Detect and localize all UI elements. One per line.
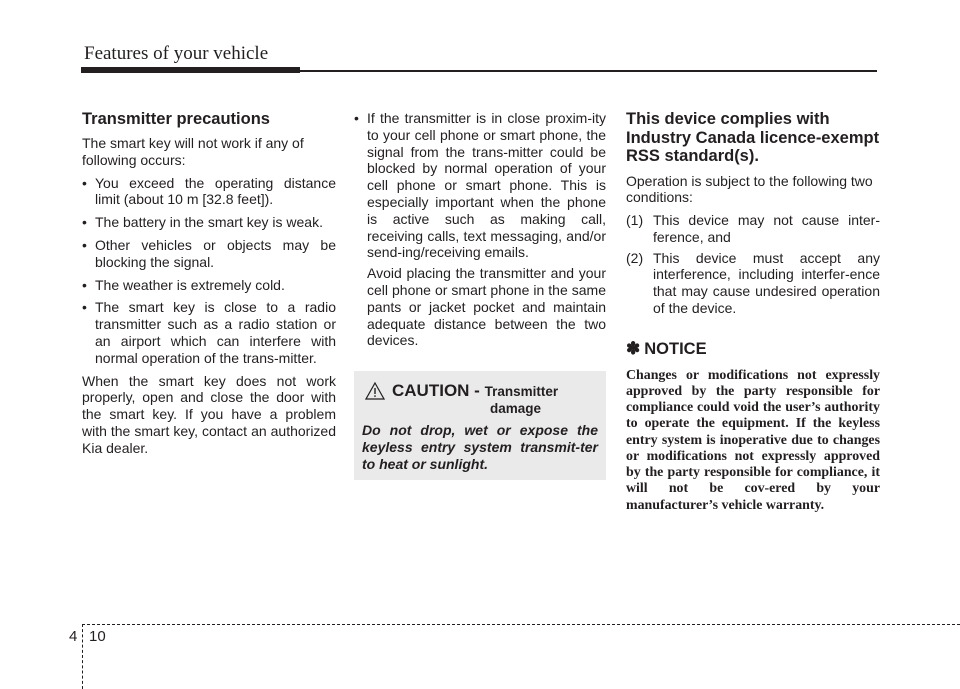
list-item: • The battery in the smart key is weak. — [82, 214, 323, 231]
footer-divider — [82, 624, 83, 689]
list-item: • You exceed the operating distance limit (about 10 m [32.8 feet]). — [82, 174, 336, 208]
asterisk-icon: ✽ — [626, 338, 641, 358]
intro-paragraph: The smart key will not work if any of following occurs: — [82, 135, 304, 168]
list-item: • The smart key is close to a radio transmitter such as a radio station or an airport which can interfere with normal operation of the trans-mitter. — [82, 299, 336, 366]
notice-heading: ✽ NOTICE — [626, 338, 707, 358]
column-right — [626, 110, 880, 514]
footer-rule — [82, 624, 960, 625]
conditions-numbered-list — [626, 212, 880, 317]
notice-body: Changes or modifications not expressly approved by the party responsible for compliance could void the user’s authority to operate the equipment. If the keyless entry system is inoperative due to changes or modifications not expressly approved by the party responsible for compliance, it will not be cov-ered by your manufacturer’s vehicle warranty. — [626, 367, 880, 513]
caution-subject: Transmitter — [484, 384, 559, 399]
conditions-intro: Operation is subject to the following two conditions: — [626, 172, 873, 206]
section-heading-industry-canada: This device complies with Industry Canada licence-exempt RSS standard(s). — [626, 110, 880, 165]
column-left — [82, 110, 336, 457]
header-rule-thin — [300, 70, 877, 72]
list-item: • If the transmitter is in close proxim-ity to your cell phone or smart phone, the signal from the trans-mitter could be blocked by normal operation of your cell phone or smart phone. This is especially important when the phone is active such as making call, receiving calls, text messaging, and/or send-ing/receiving emails. Avoid placing the transmitter and your cell phone or smart phone in the same pants or jacket pocket and maintain adequate distance between the two devices. — [354, 110, 606, 349]
list-item: (2) This device must accept any interference, including interfer-ence that may cause undesired operation of the device. — [626, 249, 880, 317]
header-rule-thick — [81, 67, 300, 73]
column-middle — [354, 110, 606, 355]
list-item: (1) This device may not cause inter-ference, and — [626, 212, 880, 245]
list-item: • The weather is extremely cold. — [82, 276, 285, 293]
list-item: • Other vehicles or objects may be blocking the signal. — [82, 236, 336, 270]
conditions-list — [82, 175, 336, 367]
page-number: 10 — [89, 628, 106, 645]
page-header-title: Features of your vehicle — [84, 43, 269, 64]
caution-subject-line2: damage — [490, 401, 542, 416]
warning-triangle-icon — [365, 382, 385, 400]
phone-proximity-list — [354, 110, 606, 349]
chapter-number: 4 — [69, 628, 78, 645]
section-heading-transmitter-precautions: Transmitter precautions — [82, 110, 270, 128]
list-item-continuation: Avoid placing the transmitter and your cell phone or smart phone in the same pants or jacket pocket and maintain adequate distance between the two devices. — [367, 265, 606, 349]
caution-title: CAUTION - Transmitter — [392, 381, 559, 400]
caution-body: Do not drop, wet or expose the keyless entry system transmit-ter to heat or sunlight. — [362, 422, 598, 472]
closing-paragraph: When the smart key does not work properly, open and close the door with the smart key. If you have a problem with the smart key, contact an authorized Kia dealer. — [82, 372, 336, 456]
caution-box — [354, 371, 606, 480]
